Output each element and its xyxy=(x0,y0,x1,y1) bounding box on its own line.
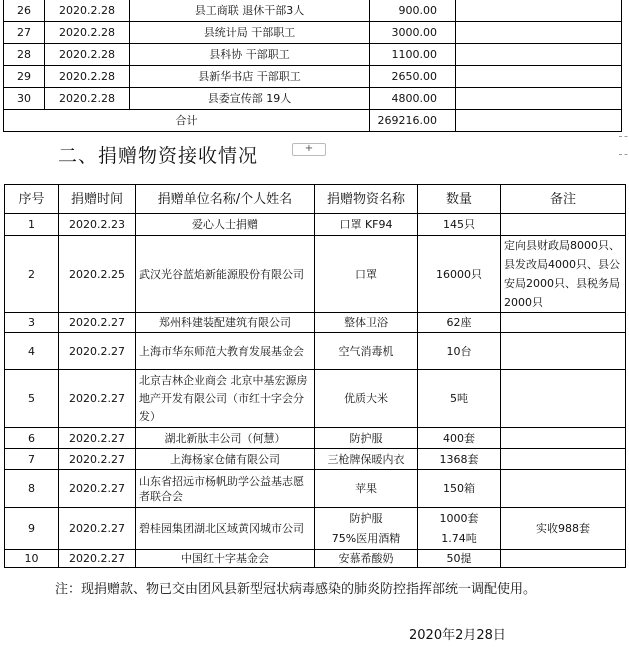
row-no: 29 xyxy=(4,66,45,88)
row-unit: 县工商联 退休干部3人 xyxy=(130,0,370,22)
row-date: 2020.2.27 xyxy=(59,550,136,568)
header-qty: 数量 xyxy=(418,185,501,214)
row-date: 2020.2.28 xyxy=(45,22,130,44)
row-no: 3 xyxy=(5,313,59,333)
table-row xyxy=(5,428,626,449)
row-no: 4 xyxy=(5,333,59,370)
row-no: 2 xyxy=(5,236,59,313)
row-qty-line2: 1.74吨 xyxy=(441,531,477,545)
row-no: 7 xyxy=(5,449,59,470)
row-donor: 湖北新肽丰公司（何慧） xyxy=(136,428,315,449)
footnote: 注：现捐赠款、物已交由团风县新型冠状病毒感染的肺炎防控指挥部统一调配使用。 xyxy=(55,582,537,597)
total-row xyxy=(4,110,622,132)
row-no: 26 xyxy=(4,0,45,22)
row-remark: 实收988套 xyxy=(501,508,626,550)
row-remark xyxy=(501,214,626,236)
row-item: 口罩 xyxy=(315,236,418,313)
total-value: 269216.00 xyxy=(370,110,456,132)
row-no: 10 xyxy=(5,550,59,568)
add-table-row-button[interactable]: + xyxy=(292,143,326,156)
page-break-marker xyxy=(619,154,629,155)
section-title: 二、捐赠物资接收情况 xyxy=(58,145,259,167)
row-amount: 3000.00 xyxy=(370,22,456,44)
header-date: 捐赠时间 xyxy=(59,185,136,214)
table-header-row xyxy=(5,185,626,214)
row-remark xyxy=(456,88,622,110)
document-date: 2020年2月28日 xyxy=(409,628,506,643)
row-unit: 县统计局 干部职工 xyxy=(130,22,370,44)
table-row xyxy=(4,44,622,66)
row-item: 安慕希酸奶 xyxy=(315,550,418,568)
row-no: 8 xyxy=(5,470,59,508)
row-item-line1: 防护服 xyxy=(349,511,383,525)
table-row xyxy=(5,236,626,313)
row-item: 防护服 xyxy=(315,428,418,449)
row-donor: 上海杨家仓储有限公司 xyxy=(136,449,315,470)
money-donation-table xyxy=(3,0,622,132)
table-row xyxy=(5,370,626,428)
row-remark xyxy=(501,313,626,333)
row-donor: 北京吉林企业商会 北京中基宏源房地产开发有限公司（市红十字会分发） xyxy=(136,370,315,428)
row-date: 2020.2.27 xyxy=(59,333,136,370)
row-unit: 县新华书店 干部职工 xyxy=(130,66,370,88)
row-amount: 2650.00 xyxy=(370,66,456,88)
row-qty-line1: 1000套 xyxy=(439,511,479,525)
row-remark xyxy=(501,428,626,449)
row-date: 2020.2.27 xyxy=(59,428,136,449)
table-row xyxy=(4,0,622,22)
row-no: 28 xyxy=(4,44,45,66)
row-donor: 上海市华东师范大教育发展基金会 xyxy=(136,333,315,370)
table-row xyxy=(5,313,626,333)
row-date: 2020.2.27 xyxy=(59,508,136,550)
row-remark xyxy=(501,333,626,370)
row-date: 2020.2.27 xyxy=(59,370,136,428)
row-item: 三枪牌保暖内衣 xyxy=(315,449,418,470)
row-qty: 10台 xyxy=(418,333,501,370)
row-qty: 16000只 xyxy=(418,236,501,313)
row-remark xyxy=(456,66,622,88)
row-qty: 150箱 xyxy=(418,470,501,508)
row-no: 9 xyxy=(5,508,59,550)
row-remark xyxy=(501,470,626,508)
row-date: 2020.2.27 xyxy=(59,449,136,470)
table-row xyxy=(5,333,626,370)
row-date: 2020.2.28 xyxy=(45,88,130,110)
row-remark xyxy=(501,370,626,428)
total-remark xyxy=(456,110,622,132)
row-item xyxy=(315,508,418,550)
row-item-line2: 75%医用酒精 xyxy=(331,531,401,545)
row-date: 2020.2.27 xyxy=(59,470,136,508)
table-row xyxy=(5,470,626,508)
page-break-marker xyxy=(619,136,629,137)
row-no: 5 xyxy=(5,370,59,428)
row-item: 口罩 KF94 xyxy=(315,214,418,236)
row-remark xyxy=(456,22,622,44)
row-donor: 中国红十字基金会 xyxy=(136,550,315,568)
row-no: 1 xyxy=(5,214,59,236)
row-donor: 爱心人士捐赠 xyxy=(136,214,315,236)
row-date: 2020.2.28 xyxy=(45,44,130,66)
row-remark xyxy=(456,0,622,22)
table-row xyxy=(5,214,626,236)
goods-donation-table xyxy=(4,184,626,568)
row-item: 优质大米 xyxy=(315,370,418,428)
row-remark xyxy=(456,44,622,66)
row-date: 2020.2.23 xyxy=(59,214,136,236)
row-remark xyxy=(501,550,626,568)
row-qty: 50提 xyxy=(418,550,501,568)
row-qty: 5吨 xyxy=(418,370,501,428)
row-donor: 武汉光谷蓝焰新能源股份有限公司 xyxy=(136,236,315,313)
table-row xyxy=(5,449,626,470)
row-qty xyxy=(418,508,501,550)
table-row xyxy=(5,508,626,550)
row-donor: 碧桂园集团湖北区域黄冈城市公司 xyxy=(136,508,315,550)
row-amount: 4800.00 xyxy=(370,88,456,110)
row-donor: 郑州科建装配建筑有限公司 xyxy=(136,313,315,333)
row-qty: 400套 xyxy=(418,428,501,449)
row-unit: 县科协 干部职工 xyxy=(130,44,370,66)
row-no: 27 xyxy=(4,22,45,44)
row-donor: 山东省招远市杨帆助学公益基志愿者联合会 xyxy=(136,470,315,508)
row-amount: 1100.00 xyxy=(370,44,456,66)
row-item: 整体卫浴 xyxy=(315,313,418,333)
row-qty: 1368套 xyxy=(418,449,501,470)
row-remark: 定向县财政局8000只、县发改局4000只、县公安局2000只、县税务局2000只 xyxy=(501,236,626,313)
table-row xyxy=(5,550,626,568)
row-date: 2020.2.28 xyxy=(45,66,130,88)
row-remark xyxy=(501,449,626,470)
header-remark: 备注 xyxy=(501,185,626,214)
header-donor: 捐赠单位名称/个人姓名 xyxy=(136,185,315,214)
row-item: 空气消毒机 xyxy=(315,333,418,370)
row-no: 6 xyxy=(5,428,59,449)
row-date: 2020.2.27 xyxy=(59,313,136,333)
row-date: 2020.2.25 xyxy=(59,236,136,313)
row-unit: 县委宣传部 19人 xyxy=(130,88,370,110)
total-label: 合计 xyxy=(4,110,370,132)
row-date: 2020.2.28 xyxy=(45,0,130,22)
header-no: 序号 xyxy=(5,185,59,214)
table-row xyxy=(4,22,622,44)
row-qty: 62座 xyxy=(418,313,501,333)
header-item: 捐赠物资名称 xyxy=(315,185,418,214)
row-qty: 145只 xyxy=(418,214,501,236)
row-no: 30 xyxy=(4,88,45,110)
table-row xyxy=(4,88,622,110)
row-amount: 900.00 xyxy=(370,0,456,22)
row-item: 苹果 xyxy=(315,470,418,508)
table-row xyxy=(4,66,622,88)
